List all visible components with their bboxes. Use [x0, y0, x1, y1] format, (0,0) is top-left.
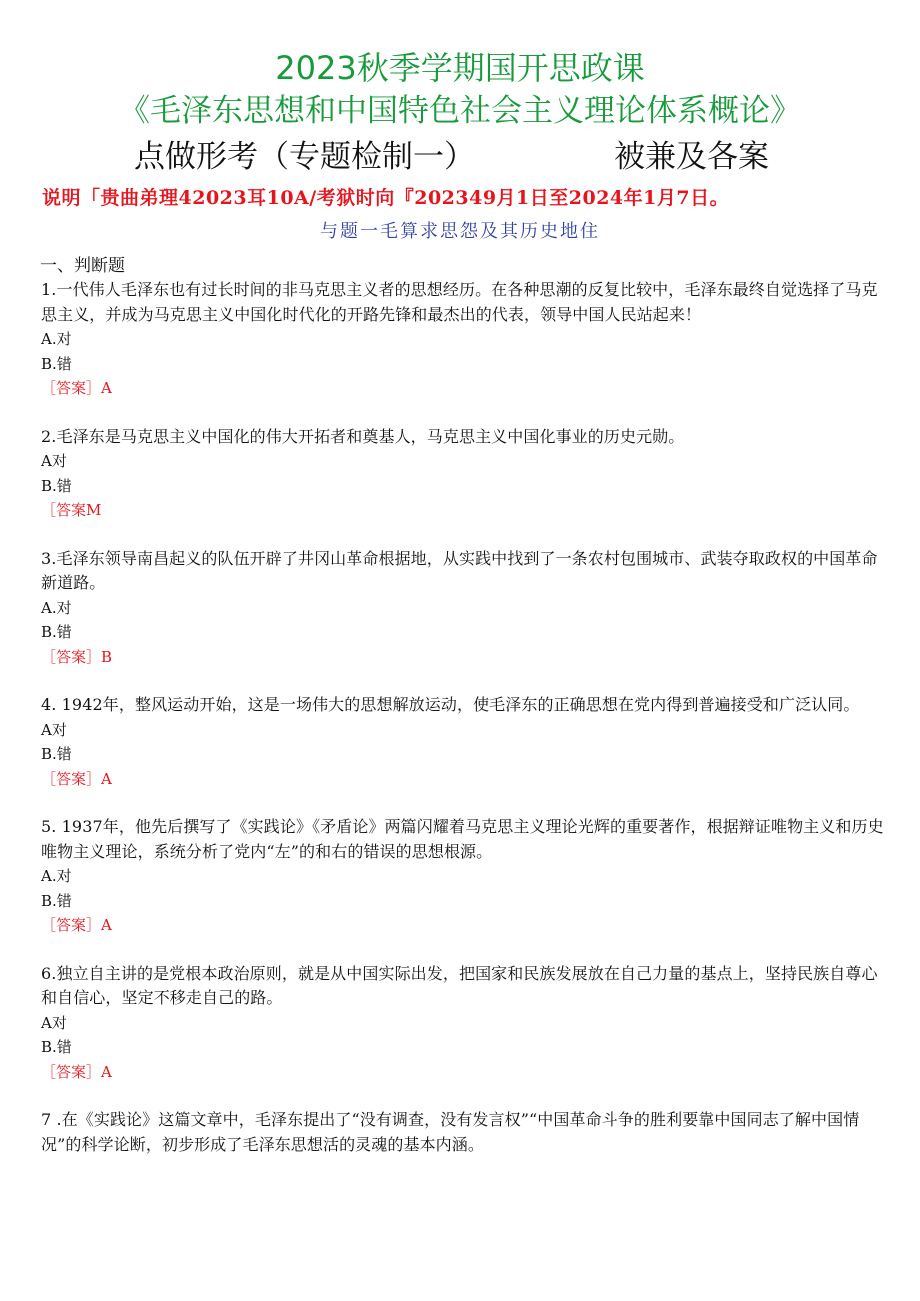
- topic-heading: 与题一毛算求思怨及其历史地住: [320, 221, 600, 242]
- answer-label: ［答案］A: [41, 916, 112, 934]
- option-b: B.错: [41, 891, 72, 910]
- question-item: [41, 1108, 885, 1157]
- option-a: A.对: [41, 330, 72, 348]
- title-line-1: 2023秋季学期国开思政课: [275, 49, 645, 87]
- option-a: A.对: [41, 598, 72, 617]
- exam-note: 说明「贵曲弟理42023耳10A/考狱时向『202349月1日至2024年1月7日。: [42, 187, 730, 209]
- question-item: [41, 693, 885, 791]
- option-b: B.错: [41, 354, 72, 373]
- answer-label: ［答案］A: [41, 769, 112, 788]
- option-a: A.对: [41, 867, 72, 885]
- question-text: 4. 1942年，整风运动开始，这是一场伟大的思想解放运动，使毛泽东的正确思想在党内得到普遍接受和广泛认同。: [41, 695, 860, 714]
- title-line-3-right: 被兼及各案: [614, 139, 769, 175]
- option-a: A对: [41, 720, 67, 739]
- question-text: 2.毛泽东是马克思主义中国化的伟大开拓者和奠基人，马克思主义中国化事业的历史元勋。: [41, 426, 685, 446]
- question-item: [41, 547, 885, 670]
- answer-label: ［答案］A: [41, 1062, 112, 1081]
- question-item: [41, 278, 885, 401]
- title-line-2: 《毛泽东思想和中国特色社会主义理论体系概论》: [119, 93, 801, 129]
- question-item: [41, 425, 885, 523]
- question-item: [41, 962, 885, 1085]
- answer-label: ［答案］B: [41, 647, 113, 666]
- question-item: [41, 815, 885, 938]
- option-b: B.错: [41, 623, 72, 641]
- section-title: 一、判断题: [40, 256, 125, 276]
- question-text: 6.独立自主讲的是党根本政治原则，就是从中国实际出发，把国家和民族发展放在自己力量的基点上，坚持民族自尊心和自信心，坚定不移走自己的路。: [41, 963, 878, 1007]
- question-text: 3.毛泽东领导南昌起义的队伍开辟了井冈山革命根据地，从实践中找到了一条农村包围城市、武装夺取政权的中国革命新道路。: [41, 548, 878, 592]
- option-a: A对: [41, 1013, 67, 1032]
- question-text: 1.一代伟人毛泽东也有过长时间的非马克思主义者的思想经历。在各种思潮的反复比较中，毛泽东最终自觉选择了马克思主义，并成为马克思主义中国化时代化的开路先锋和最杰出的代表，领导中国人民站起来！: [41, 280, 878, 324]
- question-text: 7 .在《实践论》这篇文章中，毛泽东提出了“没有调查，没有发言权”“中国革命斗争的胜利要靠中国同志了解中国情况”的科学论断，初步形成了毛泽东思想活的灵魂的基本内涵。: [41, 1110, 860, 1154]
- option-b: B.错: [41, 476, 72, 495]
- title-line-3-left: 点做形考（专题检制一）: [134, 139, 475, 175]
- option-b: B.错: [41, 1038, 72, 1056]
- question-text: 5. 1937年，他先后撰写了《实践论》《矛盾论》两篇闪耀着马克思主义理论光辉的重要著作，根据辩证唯物主义和历史唯物主义理论，系统分析了党内“左”的和右的错误的思想根源。: [41, 817, 884, 861]
- option-b: B.错: [41, 745, 72, 763]
- answer-label: ［答案M: [41, 501, 102, 519]
- answer-label: ［答案］A: [41, 379, 112, 397]
- question-list: [41, 278, 885, 1181]
- option-a: A对: [41, 452, 67, 470]
- title-line-3: [134, 134, 794, 180]
